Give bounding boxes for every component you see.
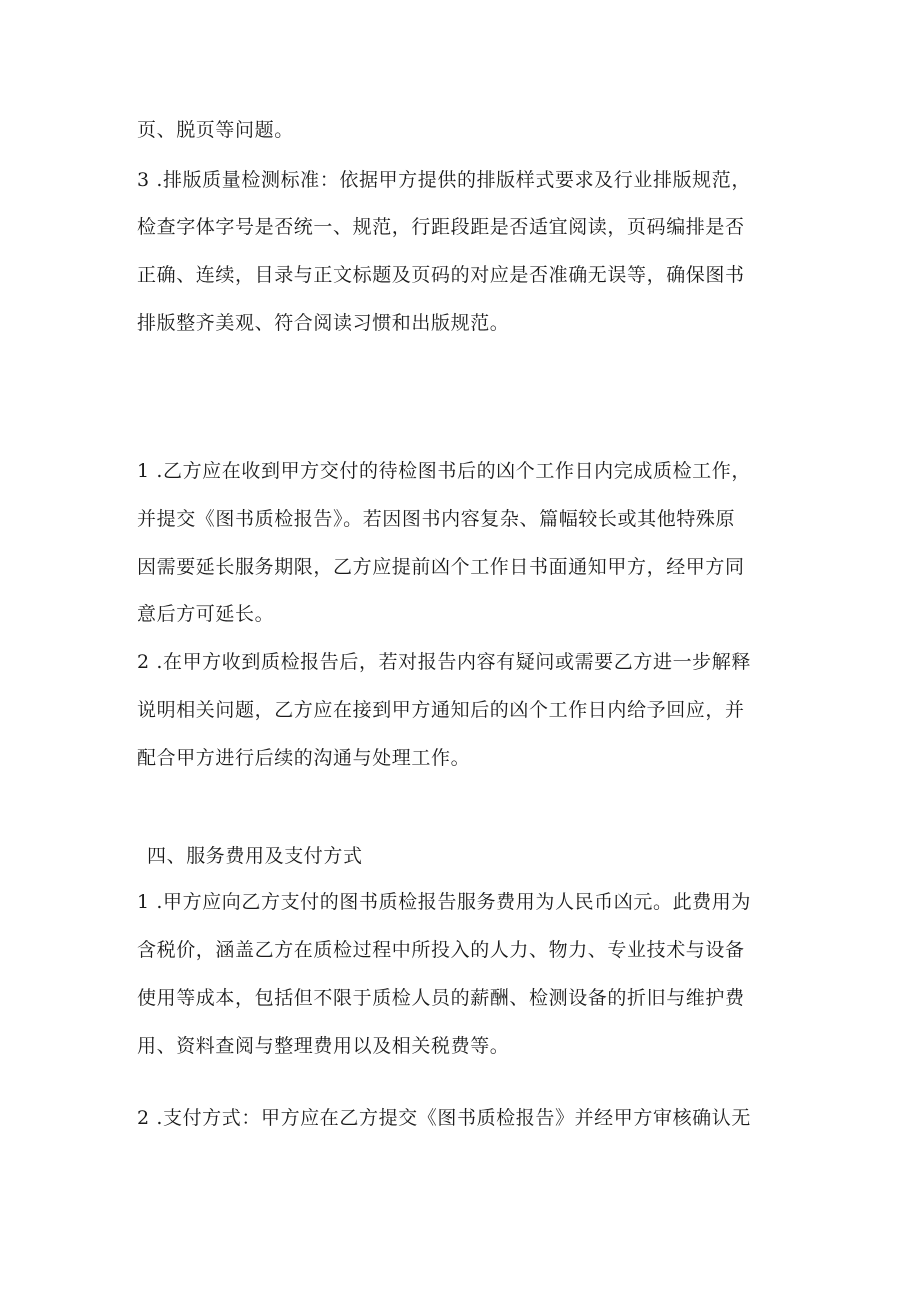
text-line: 页、脱页等问题。	[137, 119, 294, 141]
text-line: 正确、连续，目录与正文标题及页码的对应是否准确无误等，确保图书	[137, 264, 745, 286]
text-line: 说明相关问题，乙方应在接到甲方通知后的凶个工作日内给予回应，并	[137, 699, 745, 721]
text-line: 检查字体字号是否统一、规范，行距段距是否适宜阅读，页码编排是否	[137, 216, 745, 238]
text-line: 2 .在甲方收到质检报告后，若对报告内容有疑问或需要乙方进一步解释	[137, 651, 751, 673]
text-line: 意后方可延长。	[137, 603, 275, 625]
text-line: 含税价，涵盖乙方在质检过程中所投入的人力、物力、专业技术与设备	[137, 939, 745, 961]
text-line: 1 .甲方应向乙方支付的图书质检报告服务费用为人民币凶元。此费用为	[137, 891, 751, 913]
text-line: 配合甲方进行后续的沟通与处理工作。	[137, 747, 471, 769]
text-line: 用、资料查阅与整理费用以及相关税费等。	[137, 1035, 510, 1057]
text-line: 并提交《图书质检报告》。若因图书内容复杂、篇幅较长或其他特殊原	[137, 508, 736, 530]
text-line: 1 .乙方应在收到甲方交付的待检图书后的凶个工作日内完成质检工作，	[137, 460, 751, 482]
text-line: 2 .支付方式：甲方应在乙方提交《图书质检报告》并经甲方审核确认无	[137, 1107, 751, 1129]
text-line: 3 .排版质量检测标准：依据甲方提供的排版样式要求及行业排版规范，	[137, 169, 751, 191]
section-heading: 四、服务费用及支付方式	[147, 845, 363, 867]
text-line: 使用等成本，包括但不限于质检人员的薪酬、检测设备的折旧与维护费	[137, 987, 745, 1009]
text-line: 因需要延长服务期限，乙方应提前凶个工作日书面通知甲方，经甲方同	[137, 556, 745, 578]
text-line: 排版整齐美观、符合阅读习惯和出版规范。	[137, 312, 510, 334]
